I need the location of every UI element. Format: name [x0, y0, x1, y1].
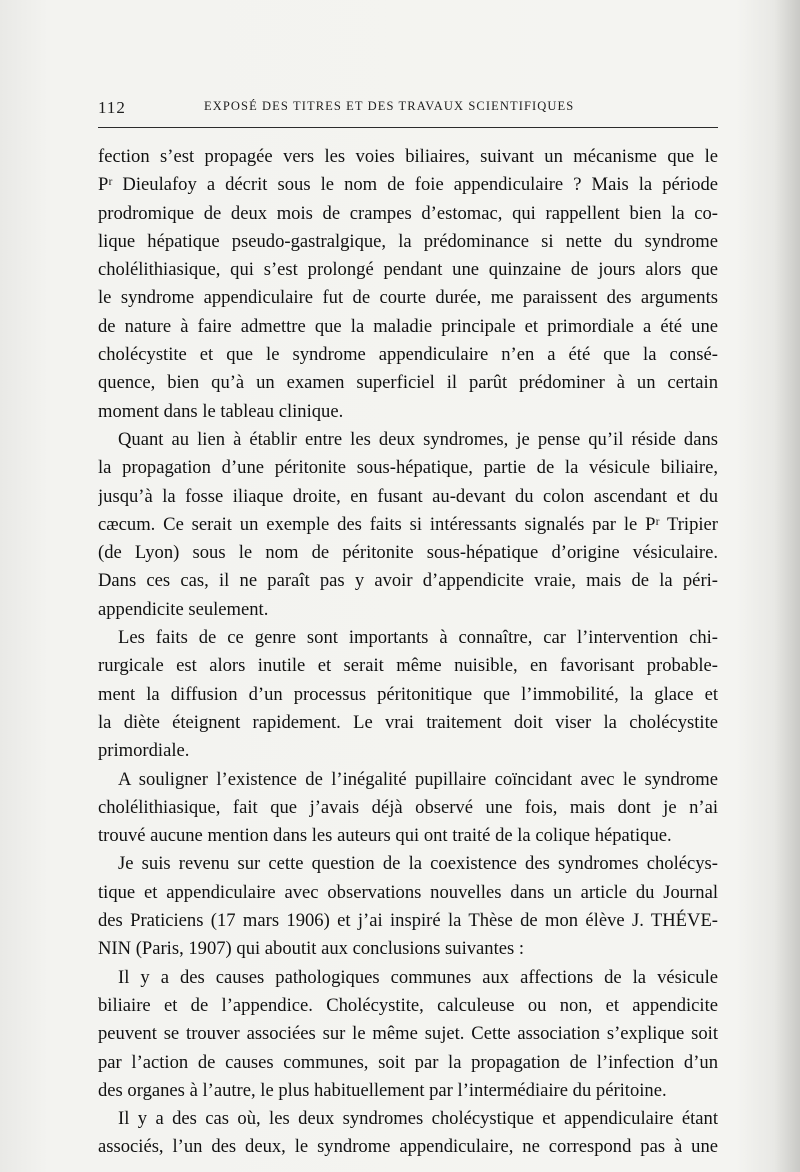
- text-line: peuvent se trouver associées sur le même sujet. Cette association s’explique soit: [98, 1023, 718, 1045]
- text-line: cholélithiasique, qui s’est prolongé pendant une quinzaine de jours alors que: [98, 259, 718, 281]
- text-line: Dans ces cas, il ne paraît pas y avoir d’appendicite vraie, mais de la péri-: [98, 570, 718, 592]
- text-line: la propagation d’une péritonite sous-hépatique, partie de la vésicule biliaire,: [98, 457, 718, 479]
- text-line: moment dans le tableau clinique.: [98, 400, 344, 422]
- text-line: la diète éteignent rapidement. Le vrai traitement doit viser la cholécystite: [98, 711, 718, 733]
- paragraph: [98, 964, 718, 1105]
- text-line: trouvé aucune mention dans les auteurs qui ont traité de la colique hépatique.: [98, 825, 672, 847]
- text-line: Il y a des cas où, les deux syndromes cholécystique et appendiculaire étant: [118, 1108, 718, 1130]
- text-line: tique et appendiculaire avec observations nouvelles dans un article du Journal: [98, 881, 718, 903]
- text-line: A souligner l’existence de l’inégalité pupillaire coïncidant avec le syndrome: [118, 768, 718, 790]
- text-line: (de Lyon) sous le nom de péritonite sous-hépatique d’origine vésiculaire.: [98, 542, 718, 564]
- text-line: quence, bien qu’à un examen superficiel il parût prédominer à un certain: [98, 372, 718, 394]
- paragraph: [98, 850, 718, 963]
- text-line: des Praticiens (17 mars 1906) et j’ai inspiré la Thèse de mon élève J. THÉVE-: [98, 910, 718, 932]
- text-line: lique hépatique pseudo-gastralgique, la prédominance si nette du syndrome: [98, 230, 718, 252]
- body-text: [98, 143, 718, 1162]
- paragraph: [98, 766, 718, 851]
- text-line: rurgicale est alors inutile et serait même nuisible, en favorisant probable-: [98, 655, 718, 677]
- text-line: Pʳ Dieulafoy a décrit sous le nom de foie appendiculaire ? Mais la période: [98, 174, 718, 196]
- paragraph-continued: [98, 143, 718, 426]
- text-line: associés, l’un des deux, le syndrome appendiculaire, ne correspond pas à une: [98, 1136, 718, 1158]
- text-line: Les faits de ce genre sont importants à connaître, car l’intervention chi-: [118, 627, 718, 649]
- text-line: de nature à faire admettre que la maladie principale et primordiale a été une: [98, 315, 718, 337]
- text-line: cholélithiasique, fait que j’avais déjà observé une fois, mais dont je n’ai: [98, 796, 718, 818]
- text-line: appendicite seulement.: [98, 598, 269, 620]
- page-edge-shadow: [774, 0, 800, 1172]
- text-line: cholécystite et que le syndrome appendiculaire n’en a été que la consé-: [98, 344, 718, 366]
- text-line: biliaire et de l’appendice. Cholécystite, calculeuse ou non, et appendicite: [98, 994, 718, 1016]
- text-line: le syndrome appendiculaire fut de courte durée, me paraissent des arguments: [98, 287, 718, 309]
- running-title: EXPOSÉ DES TITRES ET DES TRAVAUX SCIENTIFIQUES: [204, 99, 575, 113]
- text-line: cæcum. Ce serait un exemple des faits si intéressants signalés par le Pʳ Tripier: [98, 513, 718, 535]
- text-line: jusqu’à la fosse iliaque droite, en fusant au-devant du colon ascendant et du: [98, 485, 718, 507]
- running-header: [98, 96, 718, 118]
- text-line: NIN (Paris, 1907) qui aboutit aux conclusions suivantes :: [98, 938, 525, 960]
- header-rule: [98, 127, 718, 128]
- text-line: primordiale.: [98, 740, 190, 762]
- text-line: Il y a des causes pathologiques communes aux affections de la vésicule: [118, 966, 718, 988]
- text-line: Je suis revenu sur cette question de la coexistence des syndromes cholécys-: [118, 853, 718, 875]
- paragraph: [98, 1105, 718, 1162]
- text-line: par l’action de causes communes, soit par la propagation de l’infection d’un: [98, 1051, 718, 1073]
- paragraph: [98, 624, 718, 765]
- text-line: prodromique de deux mois de crampes d’estomac, qui rappellent bien la co-: [98, 202, 718, 224]
- text-line: Quant au lien à établir entre les deux syndromes, je pense qu’il réside dans: [118, 428, 718, 450]
- paragraph: [98, 426, 718, 624]
- page-number: 112: [98, 98, 126, 117]
- text-line: des organes à l’autre, le plus habituellement par l’intermédiaire du péritoine.: [98, 1079, 667, 1101]
- text-line: ment la diffusion d’un processus péritonitique que l’immobilité, la glace et: [98, 683, 718, 705]
- text-line: fection s’est propagée vers les voies biliaires, suivant un mécanisme que le: [98, 146, 718, 167]
